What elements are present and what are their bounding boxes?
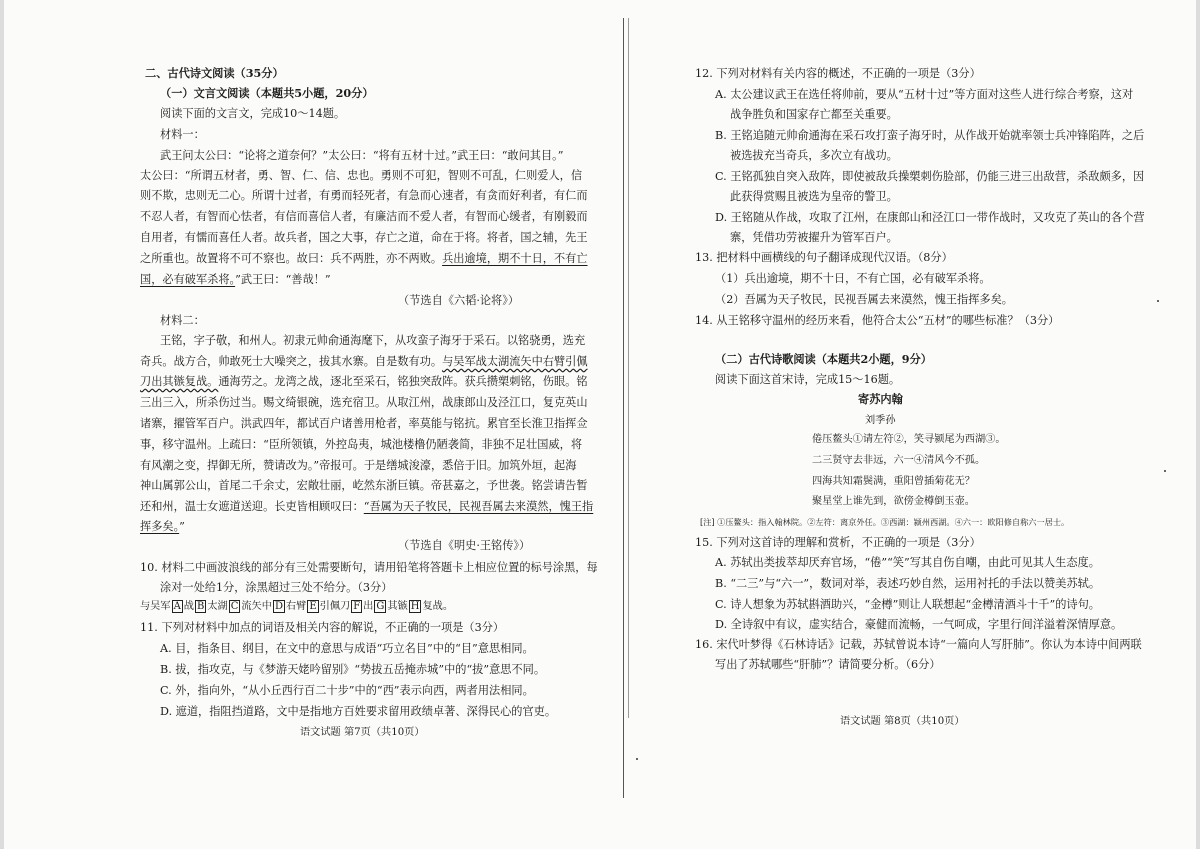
option-box-b[interactable]: B [196, 601, 205, 612]
passage-line: 自用者，有懦而喜任人者。故兵者，国之大事，存亡之道，命在于将。将者，国之辅，先王 [140, 231, 588, 244]
question-14: 14. 从王铭移守温州的经历来看，他符合太公“五材”的哪些标准？（3分） [695, 314, 1060, 327]
page-footer: 语文试题 第8页（共10页） [840, 716, 965, 727]
wavy-underlined-text: 刀出其镞复战。 [140, 375, 219, 388]
material-two-label: 材料二： [160, 314, 205, 327]
passage-line [140, 499, 593, 514]
answer-option-c-cont: 此获得赏赐且被选为皇帝的警卫。 [730, 190, 898, 203]
passage-line [140, 354, 588, 369]
passage-line: 王铭，字子敬，和州人。初隶元帅俞通海麾下，从攻蛮子海牙于采石。以铭骁勇，选充 [160, 334, 586, 347]
material-one-label: 材料一： [160, 128, 205, 141]
section-title: 二、古代诗文阅读（35分） [145, 66, 284, 80]
poem-line: 四海共知霜鬓满，重阳曾插菊花无？ [812, 476, 975, 487]
passage-text: 奇兵。战方合，帅敢死士大噪突之，拔其水寨。自是数有功。 [140, 355, 443, 368]
passage-line: 武王问太公曰：“论将之道奈何？”太公曰：“将有五材十过。”武王曰：“敢问其目。” [160, 149, 564, 162]
subsection-title: （二）古代诗歌阅读（本题共2小题，9分） [715, 352, 932, 366]
answer-option-a[interactable]: A. 太公建议武王在选任将帅前，要从“五材十过”等方面对这些人进行综合考察，这对 [715, 88, 1134, 101]
passage-line: 诸寨，擢管军百户。洪武四年，都试百户诸善用枪者，率莫能与铭抗。累官至长淮卫指挥佥 [140, 417, 588, 430]
wavy-underlined-text: 与吴军战太湖流矢中右臂引佩 [442, 355, 588, 368]
passage-line: 则不欺，忠则无二心。所谓十过者，有勇而轻死者，有急而心速者，有贪而好利者，有仁而 [140, 189, 588, 202]
option-box-c[interactable]: C [230, 601, 239, 612]
question-text: 写出了苏轼哪些“肝肺”？请简要分析。（6分） [715, 658, 941, 671]
passage-line: 神山属郭公山，首尾二千余丈，宏敞壮丽，屹然东浙巨镇。帝甚嘉之，予世袭。铭尝请告暂 [140, 479, 588, 492]
answer-option-d[interactable]: D. 全诗叙中有议，虚实结合，豪健而流畅，一气呵成，字里行间洋溢着深情厚意。 [715, 618, 1123, 631]
underlined-sentence: 兵出逾境，期不十日，不有亡 [442, 252, 588, 265]
option-box-f[interactable]: F [353, 601, 361, 612]
punctuation-answer-line: 与吴军 A 战 B 太湖 C 流矢中 D 右臂 E 引佩刀 F 出 G 其镞 H 复战。 [140, 601, 454, 612]
translation-item-1: （1）兵出逾境，期不十日，不有亡国，必有破军杀将。 [715, 272, 991, 285]
passage-text: 还和州，温士女遮道送迎。长吏皆相顾叹曰： [140, 500, 364, 513]
question-text: 15. 下列对这首诗的理解和赏析，不正确的一项是（3分） [695, 536, 981, 549]
subsection-title: （一）文言文阅读（本题共5小题，20分） [160, 86, 374, 100]
answer-option-b[interactable]: B. “二三”与“六一”，数词对举，表述巧妙自然，运用衬托的手法以赞美苏轼。 [715, 577, 1101, 590]
answer-option-b[interactable]: B. 拔，指攻克，与《梦游天姥吟留别》“势拔五岳掩赤城”中的“拔”意思不同。 [160, 663, 546, 676]
poem-author: 刘季孙 [865, 415, 896, 426]
poem-notes: [注] ①压鳌头：指入翰林院。②左符：离京外任。③西湖：颍州西湖。④六一：欧阳修自称六一居士。 [700, 517, 1070, 527]
option-box-e[interactable]: E [309, 601, 317, 612]
answer-option-a[interactable]: A. 目，指条目、纲目，在文中的意思与成语“巧立名目”中的“目”意思相同。 [160, 642, 534, 655]
question-text: 涂对一处给1分，涂黑超过三处不给分。（3分） [160, 581, 393, 594]
exam-page-8 [600, 0, 1200, 849]
poem-line: 聚星堂上谁先到，欲傍金樽倒玉壶。 [812, 496, 975, 507]
underlined-sentence: 国，必有破军杀将。 [140, 273, 236, 286]
translation-item-2: （2）吾属为天子牧民，民视吾属去来漠然，愧王指挥多矣。 [715, 293, 1013, 306]
answer-option-a[interactable]: A. 苏轼出类拔萃却厌弃官场，“倦”“笑”写其自伤自嘲，由此可见其人生态度。 [715, 556, 1100, 569]
poem-line: 倦压鳌头①请左符②，笑寻颍尾为西湖③。 [812, 434, 1006, 445]
passage-line [140, 251, 588, 266]
answer-option-b-cont: 被选拔充当奇兵，多次立有战功。 [730, 149, 898, 162]
answer-option-c[interactable]: C. 外，指向外，“从小丘西行百二十步”中的“西”表示向西，两者用法相同。 [160, 684, 534, 697]
poem-line: 二三贤守去非远，六一④清风今不孤。 [812, 455, 986, 466]
scan-speck [636, 758, 638, 760]
underlined-sentence: 挥多矣。 [140, 520, 180, 533]
passage-text: 之所重也。故置将不可不察也。故曰：兵不两胜，亦不两败。 [140, 252, 443, 265]
source-citation: （节选自《明史·王铭传》） [398, 539, 531, 552]
answer-option-a-cont: 战争胜负和国家存亡都至关重要。 [730, 108, 898, 121]
instruction-text: 阅读下面的文言文，完成10～14题。 [160, 107, 346, 120]
question-text: 16. 宋代叶梦得《石林诗话》记载，苏轼曾说本诗“一篇向人写肝肺”。你认为本诗中间两联 [695, 638, 1142, 651]
answer-option-d[interactable]: D. 王铭随从作战，攻取了江州，在康郎山和泾江口一带作战时，又攻克了英山的各个营 [715, 211, 1145, 224]
question-text: 11. 下列对材料中加点的词语及相关内容的解说，不正确的一项是（3分） [140, 621, 505, 634]
scan-speck [1164, 470, 1166, 472]
passage-line: 不忍人者，有智而心怯者，有信而喜信人者，有廉洁而不爱人者，有智而心缓者，有刚毅而 [140, 210, 588, 223]
source-citation: （节选自《六韬·论将》） [398, 294, 520, 307]
answer-option-d[interactable]: D. 遮道，指阻挡道路，文中是指地方百姓要求留用政绩卓著、深得民心的官吏。 [160, 705, 557, 718]
passage-text: 通海劳之。龙湾之战，逐北至采石，铭独突敌阵。获兵攒槊刺铭，伤眼。铭 [218, 375, 588, 388]
passage-line [140, 272, 331, 287]
poem-title: 寄苏内翰 [858, 392, 903, 406]
passage-line: 事，移守温州。上疏曰：“臣所领镇，外控岛夷，城池楼橹仍陋袭简，非独不足壮国威，将 [140, 438, 583, 451]
underlined-sentence: “吾属为天子牧民，民视吾属去来漠然，愧王指 [363, 500, 594, 513]
page-footer: 语文试题 第7页（共10页） [300, 727, 425, 738]
question-text: 10. 材料二中画波浪线的部分有三处需要断句，请用铅笔将答题卡上相应位置的标号涂黑，每 [140, 561, 598, 574]
option-box-d[interactable]: D [274, 601, 283, 612]
passage-line: 有风潮之变，捍御无所，赞请改为。”帝报可。于是缮城浚濠，悉倍于旧。加筑外垣，起海 [140, 459, 577, 472]
passage-line [140, 519, 185, 534]
question-text: 12. 下列对材料有关内容的概述，不正确的一项是（3分） [695, 67, 981, 80]
passage-line: 三出三入，所杀伤过当。赐文绮银碗，选充宿卫。从取江州，战康郎山及泾江口，复克英山 [140, 396, 588, 409]
passage-line [140, 374, 588, 389]
answer-option-c[interactable]: C. 诗人想象为苏轼斟酒助兴，“金樽”则让人联想起“金樽清酒斗十千”的诗句。 [715, 598, 1100, 611]
passage-line: 太公曰：“所谓五材者，勇、智、仁、信、忠也。勇则不可犯，智则不可乱，仁则爱人，信 [140, 169, 583, 182]
passage-text: ”武王曰：“善哉！” [235, 273, 331, 286]
answer-option-c[interactable]: C. 王铭孤独自突入敌阵，即使被敌兵操槊刺伤脸部，仍能三进三出敌营，杀敌颇多，因 [715, 170, 1145, 183]
instruction-text: 阅读下面这首宋诗，完成15～16题。 [715, 373, 901, 386]
option-box-a[interactable]: A [173, 601, 181, 612]
scan-speck [1157, 300, 1159, 302]
question-text: 13. 把材料中画横线的句子翻译成现代汉语。（8分） [695, 251, 953, 264]
passage-text: ” [179, 520, 185, 533]
option-box-g[interactable]: G [376, 601, 385, 612]
option-box-h[interactable]: H [410, 601, 420, 612]
answer-option-d-cont: 寨，凭借功劳被擢升为管军百户。 [730, 231, 898, 244]
answer-option-b[interactable]: B. 王铭追随元帅俞通海在采石攻打蛮子海牙时，从作战开始就率领士兵冲锋陷阵，之后 [715, 129, 1145, 142]
